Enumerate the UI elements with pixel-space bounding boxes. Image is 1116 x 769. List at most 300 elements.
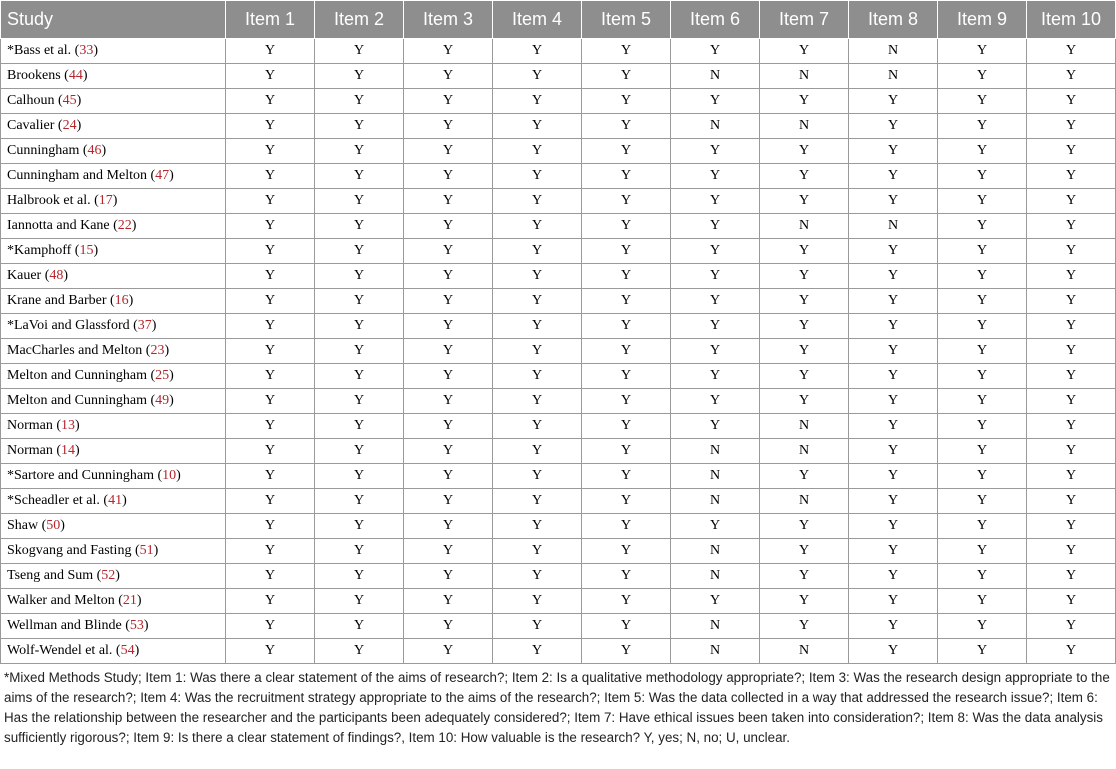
rating-cell-item-7: Y	[760, 364, 849, 389]
column-header-item-10: Item 10	[1027, 1, 1116, 39]
study-name-tail: )	[75, 443, 80, 458]
table-row	[1, 414, 1116, 439]
study-cell	[1, 164, 226, 189]
rating-cell-item-3: Y	[404, 439, 493, 464]
table-body	[1, 39, 1116, 664]
study-cell	[1, 189, 226, 214]
rating-cell-item-3: Y	[404, 589, 493, 614]
rating-cell-item-9: Y	[938, 114, 1027, 139]
reference-link[interactable]: 13	[61, 418, 76, 433]
reference-link[interactable]: 51	[139, 543, 154, 558]
study-name-tail: )	[143, 618, 149, 633]
reference-link[interactable]: 53	[129, 618, 144, 633]
rating-cell-item-6: N	[671, 614, 760, 639]
rating-cell-item-7: Y	[760, 239, 849, 264]
rating-cell-item-9: Y	[938, 364, 1027, 389]
rating-cell-item-9: Y	[938, 164, 1027, 189]
study-name-tail: )	[101, 143, 107, 158]
study-name: Shaw (	[7, 518, 47, 533]
rating-cell-item-7: Y	[760, 89, 849, 114]
study-cell	[1, 114, 226, 139]
rating-cell-item-7: Y	[760, 389, 849, 414]
rating-cell-item-9: Y	[938, 464, 1027, 489]
rating-cell-item-9: Y	[938, 389, 1027, 414]
rating-cell-item-3: Y	[404, 339, 493, 364]
rating-cell-item-1: Y	[226, 439, 315, 464]
reference-link[interactable]: 25	[155, 368, 170, 383]
rating-cell-item-8: Y	[849, 114, 938, 139]
rating-cell-item-2: Y	[315, 539, 404, 564]
rating-cell-item-7: Y	[760, 514, 849, 539]
rating-cell-item-8: Y	[849, 564, 938, 589]
rating-cell-item-6: Y	[671, 339, 760, 364]
reference-link[interactable]: 23	[150, 343, 165, 358]
rating-cell-item-2: Y	[315, 64, 404, 89]
rating-cell-item-3: Y	[404, 264, 493, 289]
rating-cell-item-8: Y	[849, 514, 938, 539]
table-row	[1, 439, 1116, 464]
rating-cell-item-4: Y	[493, 514, 582, 539]
rating-cell-item-7: Y	[760, 564, 849, 589]
rating-cell-item-10: Y	[1027, 214, 1116, 239]
rating-cell-item-2: Y	[315, 489, 404, 514]
study-name-tail: )	[76, 118, 82, 133]
study-name: Cunningham (	[7, 143, 88, 158]
rating-cell-item-6: Y	[671, 39, 760, 64]
rating-cell-item-6: N	[671, 464, 760, 489]
rating-cell-item-9: Y	[938, 289, 1027, 314]
rating-cell-item-10: Y	[1027, 489, 1116, 514]
study-cell	[1, 514, 226, 539]
rating-cell-item-10: Y	[1027, 464, 1116, 489]
rating-cell-item-4: Y	[493, 489, 582, 514]
reference-link[interactable]: 22	[117, 218, 132, 233]
rating-cell-item-9: Y	[938, 589, 1027, 614]
rating-cell-item-1: Y	[226, 289, 315, 314]
rating-cell-item-5: Y	[582, 214, 671, 239]
study-cell	[1, 289, 226, 314]
rating-cell-item-2: Y	[315, 414, 404, 439]
rating-cell-item-10: Y	[1027, 289, 1116, 314]
study-name-tail: )	[75, 418, 80, 433]
rating-cell-item-9: Y	[938, 64, 1027, 89]
study-name-tail: )	[134, 643, 140, 658]
rating-cell-item-8: Y	[849, 189, 938, 214]
rating-cell-item-9: Y	[938, 439, 1027, 464]
rating-cell-item-5: Y	[582, 364, 671, 389]
rating-cell-item-8: Y	[849, 239, 938, 264]
rating-cell-item-6: Y	[671, 214, 760, 239]
column-header-item-9: Item 9	[938, 1, 1027, 39]
rating-cell-item-3: Y	[404, 239, 493, 264]
study-name: Halbrook et al. (	[7, 193, 99, 208]
rating-cell-item-3: Y	[404, 489, 493, 514]
reference-link[interactable]: 45	[62, 93, 77, 108]
rating-cell-item-8: Y	[849, 314, 938, 339]
table-row	[1, 564, 1116, 589]
study-cell	[1, 614, 226, 639]
rating-cell-item-7: Y	[760, 314, 849, 339]
rating-cell-item-6: N	[671, 564, 760, 589]
study-cell	[1, 489, 226, 514]
rating-cell-item-9: Y	[938, 189, 1027, 214]
study-name-tail: )	[136, 593, 142, 608]
study-name: Wellman and Blinde (	[7, 618, 130, 633]
rating-cell-item-3: Y	[404, 89, 493, 114]
rating-cell-item-8: Y	[849, 614, 938, 639]
rating-cell-item-4: Y	[493, 39, 582, 64]
study-name-tail: )	[82, 68, 88, 83]
rating-cell-item-3: Y	[404, 39, 493, 64]
reference-link[interactable]: 33	[79, 43, 94, 58]
column-header-item-5: Item 5	[582, 1, 671, 39]
study-cell	[1, 64, 226, 89]
table-header-row	[1, 1, 1116, 39]
rating-cell-item-1: Y	[226, 364, 315, 389]
rating-cell-item-9: Y	[938, 539, 1027, 564]
rating-cell-item-4: Y	[493, 614, 582, 639]
rating-cell-item-2: Y	[315, 314, 404, 339]
reference-link[interactable]: 37	[137, 318, 152, 333]
rating-cell-item-5: Y	[582, 289, 671, 314]
rating-cell-item-7: N	[760, 439, 849, 464]
rating-cell-item-1: Y	[226, 639, 315, 664]
rating-cell-item-9: Y	[938, 239, 1027, 264]
rating-cell-item-6: Y	[671, 314, 760, 339]
rating-cell-item-2: Y	[315, 289, 404, 314]
rating-cell-item-3: Y	[404, 164, 493, 189]
study-name: Kauer (	[7, 268, 50, 283]
rating-cell-item-8: N	[849, 39, 938, 64]
table-row	[1, 514, 1116, 539]
reference-link[interactable]: 50	[46, 518, 61, 533]
rating-cell-item-3: Y	[404, 539, 493, 564]
rating-cell-item-5: Y	[582, 464, 671, 489]
reference-link[interactable]: 17	[98, 193, 113, 208]
study-name: Calhoun (	[7, 93, 63, 108]
rating-cell-item-6: Y	[671, 364, 760, 389]
rating-cell-item-1: Y	[226, 489, 315, 514]
rating-cell-item-6: Y	[671, 389, 760, 414]
rating-cell-item-10: Y	[1027, 389, 1116, 414]
rating-cell-item-6: Y	[671, 514, 760, 539]
reference-link[interactable]: 44	[68, 68, 83, 83]
rating-cell-item-6: Y	[671, 189, 760, 214]
rating-cell-item-4: Y	[493, 564, 582, 589]
rating-cell-item-1: Y	[226, 539, 315, 564]
table-row	[1, 489, 1116, 514]
reference-link[interactable]: 49	[155, 393, 170, 408]
reference-link[interactable]: 16	[114, 293, 129, 308]
rating-cell-item-10: Y	[1027, 564, 1116, 589]
rating-cell-item-3: Y	[404, 64, 493, 89]
rating-cell-item-8: N	[849, 64, 938, 89]
rating-cell-item-5: Y	[582, 264, 671, 289]
rating-cell-item-9: Y	[938, 89, 1027, 114]
rating-cell-item-9: Y	[938, 39, 1027, 64]
table-row	[1, 314, 1116, 339]
rating-cell-item-6: Y	[671, 289, 760, 314]
rating-cell-item-1: Y	[226, 564, 315, 589]
rating-cell-item-4: Y	[493, 214, 582, 239]
rating-cell-item-5: Y	[582, 514, 671, 539]
rating-cell-item-3: Y	[404, 189, 493, 214]
rating-cell-item-5: Y	[582, 389, 671, 414]
table-row	[1, 289, 1116, 314]
rating-cell-item-6: Y	[671, 139, 760, 164]
rating-cell-item-8: Y	[849, 539, 938, 564]
rating-cell-item-10: Y	[1027, 314, 1116, 339]
rating-cell-item-2: Y	[315, 639, 404, 664]
rating-cell-item-3: Y	[404, 639, 493, 664]
study-name: Krane and Barber (	[7, 293, 115, 308]
rating-cell-item-8: Y	[849, 439, 938, 464]
rating-cell-item-4: Y	[493, 439, 582, 464]
rating-cell-item-8: Y	[849, 89, 938, 114]
rating-cell-item-1: Y	[226, 189, 315, 214]
study-cell	[1, 89, 226, 114]
reference-link[interactable]: 10	[162, 468, 177, 483]
study-name: Skogvang and Fasting (	[7, 543, 140, 558]
rating-cell-item-3: Y	[404, 414, 493, 439]
rating-cell-item-6: Y	[671, 589, 760, 614]
study-cell	[1, 139, 226, 164]
column-header-item-1: Item 1	[226, 1, 315, 39]
table-row	[1, 364, 1116, 389]
table-row	[1, 39, 1116, 64]
reference-link[interactable]: 21	[122, 593, 137, 608]
rating-cell-item-9: Y	[938, 489, 1027, 514]
rating-cell-item-3: Y	[404, 314, 493, 339]
rating-cell-item-2: Y	[315, 464, 404, 489]
study-cell	[1, 464, 226, 489]
rating-cell-item-9: Y	[938, 264, 1027, 289]
rating-cell-item-5: Y	[582, 589, 671, 614]
rating-cell-item-5: Y	[582, 339, 671, 364]
rating-cell-item-1: Y	[226, 89, 315, 114]
rating-cell-item-8: Y	[849, 639, 938, 664]
rating-cell-item-2: Y	[315, 189, 404, 214]
rating-cell-item-10: Y	[1027, 239, 1116, 264]
study-cell	[1, 564, 226, 589]
rating-cell-item-8: Y	[849, 139, 938, 164]
study-cell	[1, 639, 226, 664]
rating-cell-item-3: Y	[404, 289, 493, 314]
rating-cell-item-8: Y	[849, 414, 938, 439]
rating-cell-item-6: Y	[671, 414, 760, 439]
rating-cell-item-6: Y	[671, 264, 760, 289]
rating-cell-item-1: Y	[226, 589, 315, 614]
rating-cell-item-1: Y	[226, 39, 315, 64]
study-cell	[1, 314, 226, 339]
column-header-item-7: Item 7	[760, 1, 849, 39]
rating-cell-item-2: Y	[315, 39, 404, 64]
table-row	[1, 239, 1116, 264]
rating-cell-item-3: Y	[404, 389, 493, 414]
rating-cell-item-1: Y	[226, 464, 315, 489]
rating-cell-item-6: Y	[671, 89, 760, 114]
rating-cell-item-1: Y	[226, 139, 315, 164]
reference-link[interactable]: 14	[61, 443, 76, 458]
reference-link[interactable]: 15	[79, 243, 94, 258]
study-name-tail: )	[93, 243, 99, 258]
rating-cell-item-1: Y	[226, 164, 315, 189]
rating-cell-item-2: Y	[315, 389, 404, 414]
rating-cell-item-1: Y	[226, 239, 315, 264]
rating-cell-item-1: Y	[226, 514, 315, 539]
table-row	[1, 89, 1116, 114]
rating-cell-item-7: N	[760, 414, 849, 439]
rating-cell-item-5: Y	[582, 564, 671, 589]
rating-cell-item-10: Y	[1027, 364, 1116, 389]
table-row	[1, 139, 1116, 164]
reference-link[interactable]: 54	[120, 643, 135, 658]
study-name-tail: )	[122, 493, 127, 508]
table-row	[1, 189, 1116, 214]
rating-cell-item-4: Y	[493, 89, 582, 114]
study-name-tail: )	[131, 218, 137, 233]
table-row	[1, 589, 1116, 614]
rating-cell-item-5: Y	[582, 239, 671, 264]
study-name-tail: )	[151, 318, 157, 333]
rating-cell-item-9: Y	[938, 514, 1027, 539]
rating-cell-item-5: Y	[582, 39, 671, 64]
study-cell	[1, 389, 226, 414]
table-footnote: *Mixed Methods Study; Item 1: Was there a clear statement of the aims of research?; Item 2: Is a qualitative methodology appropriate?; Item 3: Was the research design appropriate to the aims of the research?; Item 4: Was the recruitment strategy appropriate to the aims of the research?; Item 5: Was the data collected in a way that addressed the research issue?; Item 6: Has the relationship between the researcher and the participants been adequately considered?; Item 7: Have ethical issues been taken into consideration?; Item 8: Was the data analysis sufficiently rigorous?; Item 9: Is there a clear statement of findings?, Item 10: How valuable is the research? Y, yes; N, no; U, unclear.	[4, 670, 1110, 745]
study-name: *Scheadler et al. (	[7, 493, 109, 508]
rating-cell-item-10: Y	[1027, 414, 1116, 439]
rating-cell-item-9: Y	[938, 214, 1027, 239]
rating-cell-item-7: N	[760, 489, 849, 514]
reference-link[interactable]: 24	[62, 118, 77, 133]
rating-cell-item-10: Y	[1027, 539, 1116, 564]
rating-cell-item-5: Y	[582, 89, 671, 114]
table-row	[1, 389, 1116, 414]
rating-cell-item-4: Y	[493, 364, 582, 389]
rating-cell-item-8: N	[849, 214, 938, 239]
study-name-tail: )	[76, 93, 82, 108]
study-name: Melton and Cunningham (	[7, 368, 156, 383]
rating-cell-item-8: Y	[849, 339, 938, 364]
rating-cell-item-3: Y	[404, 614, 493, 639]
reference-link[interactable]: 47	[155, 168, 170, 183]
study-name-tail: )	[128, 293, 134, 308]
rating-cell-item-1: Y	[226, 214, 315, 239]
rating-cell-item-5: Y	[582, 139, 671, 164]
study-cell	[1, 339, 226, 364]
table-row	[1, 214, 1116, 239]
rating-cell-item-1: Y	[226, 389, 315, 414]
rating-cell-item-5: Y	[582, 639, 671, 664]
rating-cell-item-1: Y	[226, 314, 315, 339]
reference-link[interactable]: 41	[108, 493, 123, 508]
rating-cell-item-7: N	[760, 64, 849, 89]
study-name-tail: )	[112, 193, 118, 208]
rating-cell-item-6: N	[671, 114, 760, 139]
rating-cell-item-2: Y	[315, 264, 404, 289]
rating-cell-item-5: Y	[582, 489, 671, 514]
rating-cell-item-9: Y	[938, 139, 1027, 164]
rating-cell-item-10: Y	[1027, 189, 1116, 214]
study-name: *LaVoi and Glassford (	[7, 318, 138, 333]
reference-link[interactable]: 48	[49, 268, 64, 283]
rating-cell-item-2: Y	[315, 614, 404, 639]
rating-cell-item-7: N	[760, 114, 849, 139]
rating-cell-item-2: Y	[315, 364, 404, 389]
rating-cell-item-2: Y	[315, 589, 404, 614]
rating-cell-item-6: N	[671, 439, 760, 464]
rating-cell-item-9: Y	[938, 639, 1027, 664]
rating-cell-item-7: Y	[760, 464, 849, 489]
rating-cell-item-4: Y	[493, 139, 582, 164]
rating-cell-item-1: Y	[226, 339, 315, 364]
rating-cell-item-2: Y	[315, 339, 404, 364]
rating-cell-item-2: Y	[315, 239, 404, 264]
rating-cell-item-10: Y	[1027, 439, 1116, 464]
rating-cell-item-6: Y	[671, 164, 760, 189]
rating-cell-item-10: Y	[1027, 139, 1116, 164]
column-header-item-2: Item 2	[315, 1, 404, 39]
rating-cell-item-4: Y	[493, 239, 582, 264]
rating-cell-item-4: Y	[493, 314, 582, 339]
study-name-tail: )	[169, 168, 174, 183]
table-row	[1, 64, 1116, 89]
column-header-study: Study	[1, 1, 226, 39]
rating-cell-item-4: Y	[493, 339, 582, 364]
study-cell	[1, 414, 226, 439]
rating-cell-item-7: Y	[760, 139, 849, 164]
rating-cell-item-9: Y	[938, 339, 1027, 364]
rating-cell-item-10: Y	[1027, 639, 1116, 664]
study-name-tail: )	[93, 43, 98, 58]
rating-cell-item-5: Y	[582, 439, 671, 464]
table-row	[1, 114, 1116, 139]
rating-cell-item-5: Y	[582, 64, 671, 89]
rating-cell-item-7: Y	[760, 289, 849, 314]
study-cell	[1, 439, 226, 464]
rating-cell-item-7: N	[760, 214, 849, 239]
rating-cell-item-6: N	[671, 639, 760, 664]
rating-cell-item-10: Y	[1027, 589, 1116, 614]
study-name-tail: )	[115, 568, 120, 583]
rating-cell-item-8: Y	[849, 164, 938, 189]
rating-cell-item-7: Y	[760, 339, 849, 364]
rating-cell-item-5: Y	[582, 114, 671, 139]
rating-cell-item-5: Y	[582, 614, 671, 639]
rating-cell-item-1: Y	[226, 264, 315, 289]
study-name: *Sartore and Cunningham (	[7, 468, 163, 483]
rating-cell-item-4: Y	[493, 389, 582, 414]
reference-link[interactable]: 46	[87, 143, 102, 158]
rating-cell-item-3: Y	[404, 114, 493, 139]
study-name: Brookens (	[7, 68, 69, 83]
rating-cell-item-7: Y	[760, 189, 849, 214]
rating-cell-item-1: Y	[226, 614, 315, 639]
study-name: Wolf-Wendel et al. (	[7, 643, 121, 658]
rating-cell-item-2: Y	[315, 114, 404, 139]
rating-cell-item-4: Y	[493, 114, 582, 139]
study-name: Iannotta and Kane (	[7, 218, 118, 233]
rating-cell-item-8: Y	[849, 389, 938, 414]
rating-cell-item-7: Y	[760, 589, 849, 614]
rating-cell-item-8: Y	[849, 289, 938, 314]
rating-cell-item-10: Y	[1027, 514, 1116, 539]
rating-cell-item-4: Y	[493, 164, 582, 189]
reference-link[interactable]: 52	[101, 568, 116, 583]
rating-cell-item-5: Y	[582, 189, 671, 214]
rating-cell-item-4: Y	[493, 539, 582, 564]
study-cell	[1, 589, 226, 614]
